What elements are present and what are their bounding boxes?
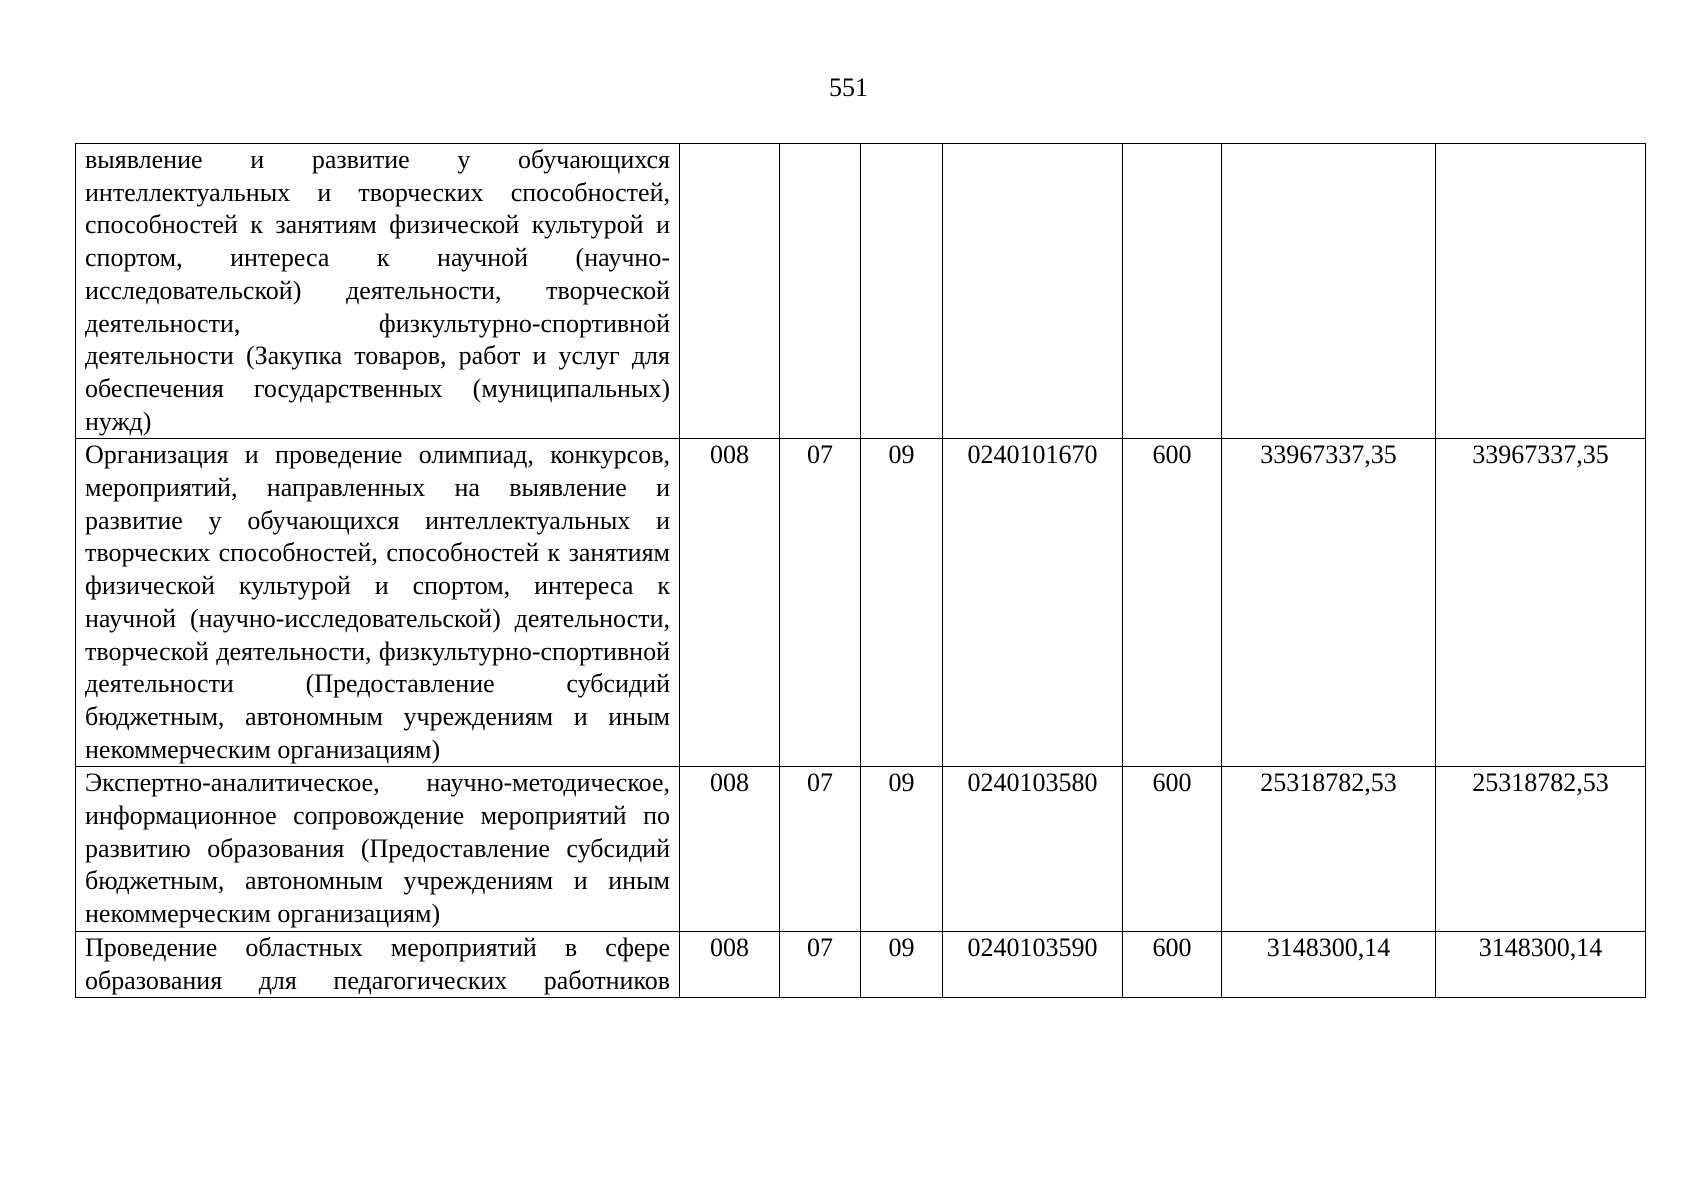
- ministry-code: 008: [680, 767, 780, 932]
- section-code: 07: [780, 931, 861, 997]
- amount-first: 25318782,53: [1222, 767, 1436, 932]
- target-article-code: 0240101670: [943, 439, 1123, 767]
- table-row: [76, 767, 1646, 932]
- subsection-code: 09: [861, 767, 943, 932]
- amount-second: 33967337,35: [1436, 439, 1646, 767]
- row-description: Организация и проведение олимпиад, конкурсов, мероприятий, направленных на выявление и развитие у обучающихся интеллектуальных и творческих способностей, способностей к занятиям физической культурой и спортом, интереса к научной (научно-исследовательской) деятельности, творческой деятельности, физкультурно-спортивной деятельности (Предоставление субсидий бюджетным, автономным учреждениям и иным некоммерческим организациям): [76, 439, 680, 767]
- amount-first: 33967337,35: [1222, 439, 1436, 767]
- amount-second: 3148300,14: [1436, 931, 1646, 997]
- target-article-code: [943, 144, 1123, 439]
- ministry-code: 008: [680, 931, 780, 997]
- subsection-code: 09: [861, 931, 943, 997]
- amount-second: 25318782,53: [1436, 767, 1646, 932]
- ministry-code: 008: [680, 439, 780, 767]
- budget-table: [75, 143, 1646, 998]
- row-description: Проведение областных мероприятий в сфере образования для педагогических работников: [76, 931, 680, 997]
- section-code: 07: [780, 439, 861, 767]
- page-number: 551: [829, 73, 868, 102]
- expense-type-code: 600: [1123, 931, 1222, 997]
- row-description: Экспертно-аналитическое, научно-методическое, информационное сопровождение мероприятий по развитию образования (Предоставление субсидий бюджетным, автономным учреждениям и иным некоммерческим организациям): [76, 767, 680, 932]
- expense-type-code: 600: [1123, 439, 1222, 767]
- table-row: [76, 931, 1646, 997]
- expense-type-code: [1123, 144, 1222, 439]
- subsection-code: 09: [861, 439, 943, 767]
- expense-type-code: 600: [1123, 767, 1222, 932]
- amount-first: 3148300,14: [1222, 931, 1436, 997]
- subsection-code: [861, 144, 943, 439]
- table-row: [76, 144, 1646, 439]
- table-row: [76, 439, 1646, 767]
- section-code: [780, 144, 861, 439]
- row-description: выявление и развитие у обучающихся интеллектуальных и творческих способностей, способностей к занятиям физической культурой и спортом, интереса к научной (научно-исследовательской) деятельности, творческой деятельности, физкультурно-спортивной деятельности (Закупка товаров, работ и услуг для обеспечения государственных (муниципальных) нужд): [76, 144, 680, 439]
- amount-first: [1222, 144, 1436, 439]
- ministry-code: [680, 144, 780, 439]
- section-code: 07: [780, 767, 861, 932]
- amount-second: [1436, 144, 1646, 439]
- target-article-code: 0240103590: [943, 931, 1123, 997]
- target-article-code: 0240103580: [943, 767, 1123, 932]
